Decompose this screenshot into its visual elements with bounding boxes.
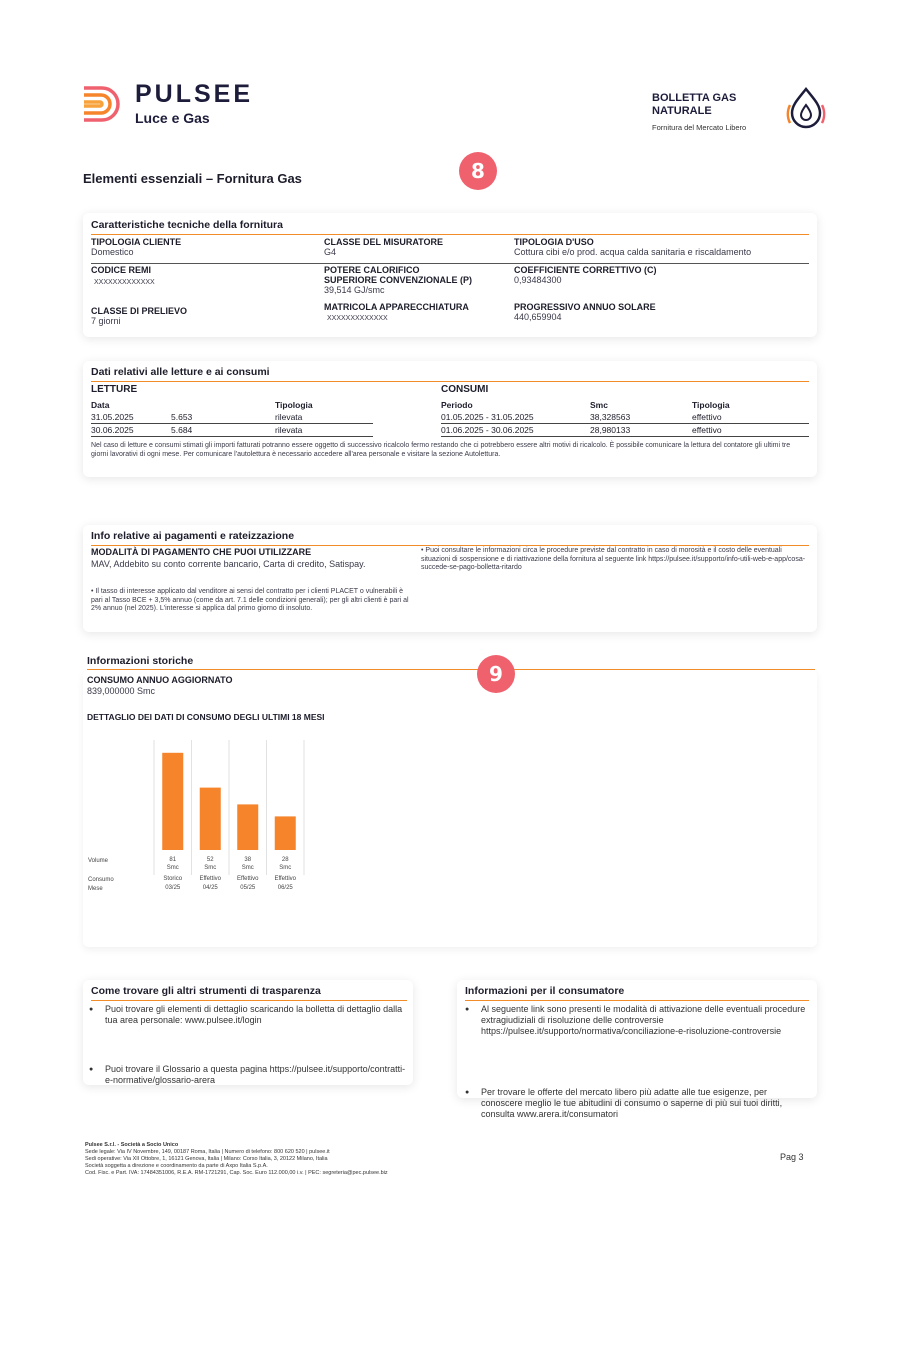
letture-title: Dati relativi alle letture e ai consumi — [91, 366, 809, 382]
trasparenza-card — [83, 980, 413, 1085]
tipologia-uso-value: Cottura cibi e/o prod. acqua calda sanitaria e riscaldamento — [514, 247, 752, 257]
doc-title — [652, 92, 736, 118]
potere-label-1: POTERE CALORIFICO — [324, 265, 420, 275]
doc-title-line2: NATURALE — [652, 105, 712, 117]
codice-remi-value: XXXXXXXXXXXXX — [94, 279, 155, 286]
table-row — [91, 424, 373, 437]
chart-consumo-label: Effettivo — [199, 876, 222, 882]
consumo-smc: 28,980133 — [590, 424, 692, 437]
col-periodo: Periodo — [441, 400, 473, 410]
consumatore-title: Informazioni per il consumatore — [465, 985, 809, 1001]
prelievo-value: 7 giorni — [91, 316, 121, 326]
footer-line-4: Società soggetta a direzione e coordinamento da parte di Axpo Italia S.p.A. — [85, 1163, 268, 1169]
lettura-data: 31.05.2025 — [91, 411, 171, 424]
coefficiente-value: 0,93484300 — [514, 275, 562, 285]
footer-line-1: Pulsee S.r.l. - Società a Socio Unico — [85, 1142, 179, 1148]
chart-category-label: 06/25 — [277, 885, 293, 891]
col-data: Data — [91, 400, 110, 410]
consumatore-bullet-2: ● Per trovare le offerte del mercato libero più adatte alle tue esigenze, per conoscere meglio le tue abitudini di consumo o saperne di più sui tuoi diritti, consulta www.arera.it/consumatori — [465, 1087, 811, 1120]
chart-consumo-label: Effettivo — [274, 876, 297, 882]
col-tipologia: Tipologia — [275, 400, 313, 410]
tech-card — [83, 213, 817, 337]
chart-value-label: 28 — [281, 857, 289, 863]
gas-flame-icon — [784, 83, 828, 136]
consumi-heading: CONSUMI — [441, 384, 489, 395]
lettura-data: 30.06.2025 — [91, 424, 171, 437]
classe-misuratore-label: CLASSE DEL MISURATORE — [324, 237, 444, 247]
matricola-label: MATRICOLA APPARECCHIATURA — [324, 302, 469, 312]
pulsee-logo-icon — [82, 82, 122, 126]
morosita-note: • Puoi consultare le informazioni circa le procedure previste dal contratto in caso di morosità e il costo delle eventuali situazioni di sospensione e di riattivazione della fornitura al seguente link https://pulsee.it/supporto/info-utili-web-e-app/cosa-succede-se-pago-bolletta-ritardo — [421, 547, 806, 571]
page-title: Elementi essenziali – Fornitura Gas — [83, 171, 302, 186]
consumo-tipologia: effettivo — [692, 411, 809, 424]
chart-bar — [200, 788, 221, 850]
table-row — [91, 411, 373, 424]
trasparenza-title: Come trovare gli altri strumenti di trasparenza — [91, 985, 407, 1001]
consumatore-card — [457, 980, 817, 1119]
table-row — [441, 411, 809, 424]
footer-legal — [85, 1142, 388, 1177]
potere-value: 39,514 GJ/smc — [324, 285, 385, 295]
chart-row-label: Mese — [88, 886, 103, 892]
step-badge-9: 9 — [477, 655, 515, 693]
tech-divider — [91, 263, 809, 264]
tech-title: Caratteristiche tecniche della fornitura — [91, 219, 809, 235]
col-smc: Smc — [590, 400, 608, 410]
chart-consumo-label: Storico — [163, 876, 183, 882]
consumo-smc: 38,328563 — [590, 411, 692, 424]
classe-misuratore-value: G4 — [324, 247, 337, 257]
prelievo-label: CLASSE DI PRELIEVO — [91, 306, 188, 316]
interessi-note: • Il tasso di interesse applicato dal venditore ai sensi del contratto per i clienti PLACET o vulnerabili è pari al Tasso BCE + 3,5% annuo (come da art. 7.1 delle condizioni generali); per gli altri clienti è pari al 2% annuo (nel 2025). L'interesse si applica dal primo giorno di insoluto. — [91, 588, 409, 612]
doc-subtitle: Fornitura del Mercato Libero — [652, 123, 747, 132]
chart-bar — [162, 753, 183, 850]
pagamenti-title: Info relative ai pagamenti e rateizzazione — [91, 530, 809, 546]
modalita-value: MAV, Addebito su conto corrente bancario, Carta di credito, Satispay. — [91, 559, 366, 569]
lettura-valore: 5.684 — [171, 424, 275, 437]
lettura-tipologia: rilevata — [275, 424, 373, 437]
dettaglio-label: DETTAGLIO DEI DATI DI CONSUMO DEGLI ULTIMI 18 MESI — [87, 712, 325, 722]
storiche-rule — [87, 669, 815, 670]
consumo-annuo-label: CONSUMO ANNUO AGGIORNATO — [87, 675, 233, 685]
col-tipologia-consumi: Tipologia — [692, 400, 730, 410]
chart-consumo-label: Effettivo — [236, 876, 259, 882]
pagamenti-card — [83, 525, 817, 632]
chart-bar — [275, 816, 296, 850]
consumption-chart — [83, 735, 323, 900]
footer-line-3: Sedi operative: Via XII Ottobre, 1, 16121 Genova, Italia | Milano: Corso Italia, 3, 20122 Milano, Italia — [85, 1156, 328, 1162]
consumatore-bullet-1: ● Al seguente link sono presenti le modalità di attivazione delle eventuali procedure extragiudiziali di risoluzione delle controversie https://pulsee.it/supporto/normativa/conciliazione-e-risoluzione-controversie — [465, 1004, 811, 1037]
brand-sub: Luce e Gas — [135, 110, 210, 126]
progressivo-label: PROGRESSIVO ANNUO SOLARE — [514, 302, 656, 312]
tipologia-cliente-label: TIPOLOGIA CLIENTE — [91, 237, 182, 247]
chart-category-label: 04/25 — [202, 885, 218, 891]
tipologia-cliente-value: Domestico — [91, 247, 134, 257]
modalita-label: MODALITÀ DI PAGAMENTO CHE PUOI UTILIZZARE — [91, 547, 312, 557]
letture-card — [83, 361, 817, 477]
page-number: Pag 3 — [780, 1152, 804, 1162]
trasparenza-bullet-1: ● Puoi trovare gli elementi di dettaglio scaricando la bolletta di dettaglio dalla tua area personale: www.pulsee.it/login — [89, 1004, 407, 1026]
consumo-periodo: 01.05.2025 - 31.05.2025 — [441, 411, 590, 424]
consumo-annuo-value: 839,000000 Smc — [87, 686, 156, 696]
chart-value-label: 81 — [169, 857, 177, 863]
chart-category-label: 05/25 — [240, 885, 256, 891]
coefficiente-label: COEFFICIENTE CORRETTIVO (C) — [514, 265, 657, 275]
footer-line-5: Cod. Fisc. e Part. IVA: 17484351006, R.E.A. RM-1721291, Cap. Soc. Euro 112.000,00 i.v. | PEC: segreteria@pec.pulsee.biz — [85, 1170, 388, 1176]
consumo-tipologia: effettivo — [692, 424, 809, 437]
letture-table — [91, 399, 373, 437]
codice-remi-label: CODICE REMI — [91, 265, 152, 275]
progressivo-value: 440,659904 — [514, 312, 562, 322]
storiche-title: Informazioni storiche — [87, 655, 194, 667]
letture-note: Nel caso di letture e consumi stimati gli importi fatturati potranno essere oggetto di successivo ricalcolo fermo restando che ci potrebbero essere altri motivi di ricalcolo. È possibile comunicare la lettura del contatore gli ultimi tre giorni lavorativi di ogni mese. Per comunicare l'autolettura è necessario accedere all'area personale e visitare la sezione Autolettura. — [91, 442, 791, 458]
consumi-table — [441, 399, 809, 437]
footer-line-2: Sede legale: Via IV Novembre, 149, 00187 Roma, Italia | Numero di telefono: 800 620 520 | pulsee.it — [85, 1149, 330, 1155]
chart-category-label: 03/25 — [165, 885, 181, 891]
chart-row-label: Volume — [88, 858, 109, 864]
letture-heading: LETTURE — [91, 384, 138, 395]
lettura-valore: 5.653 — [171, 411, 275, 424]
trasparenza-bullet-2: ● Puoi trovare il Glossario a questa pagina https://pulsee.it/supporto/contratti-e-normative/glossario-arera — [89, 1064, 407, 1086]
doc-title-line1: BOLLETTA GAS — [652, 92, 737, 104]
chart-bar — [237, 804, 258, 850]
matricola-value: XXXXXXXXXXXXX — [327, 315, 388, 322]
chart-value-label: 38 — [244, 857, 252, 863]
step-badge-8: 8 — [459, 152, 497, 190]
chart-unit-label: Smc — [204, 865, 217, 871]
lettura-tipologia: rilevata — [275, 411, 373, 424]
chart-unit-label: Smc — [241, 865, 254, 871]
table-row — [441, 424, 809, 437]
tipologia-uso-label: TIPOLOGIA D'USO — [514, 237, 594, 247]
chart-unit-label: Smc — [279, 865, 292, 871]
chart-row-label: Consumo — [88, 877, 114, 883]
chart-value-label: 52 — [206, 857, 214, 863]
pulsee-logo — [82, 82, 122, 131]
brand-name: PULSEE — [135, 80, 254, 108]
potere-label-2: SUPERIORE CONVENZIONALE (P) — [324, 275, 473, 285]
chart-unit-label: Smc — [166, 865, 179, 871]
consumo-periodo: 01.06.2025 - 30.06.2025 — [441, 424, 590, 437]
